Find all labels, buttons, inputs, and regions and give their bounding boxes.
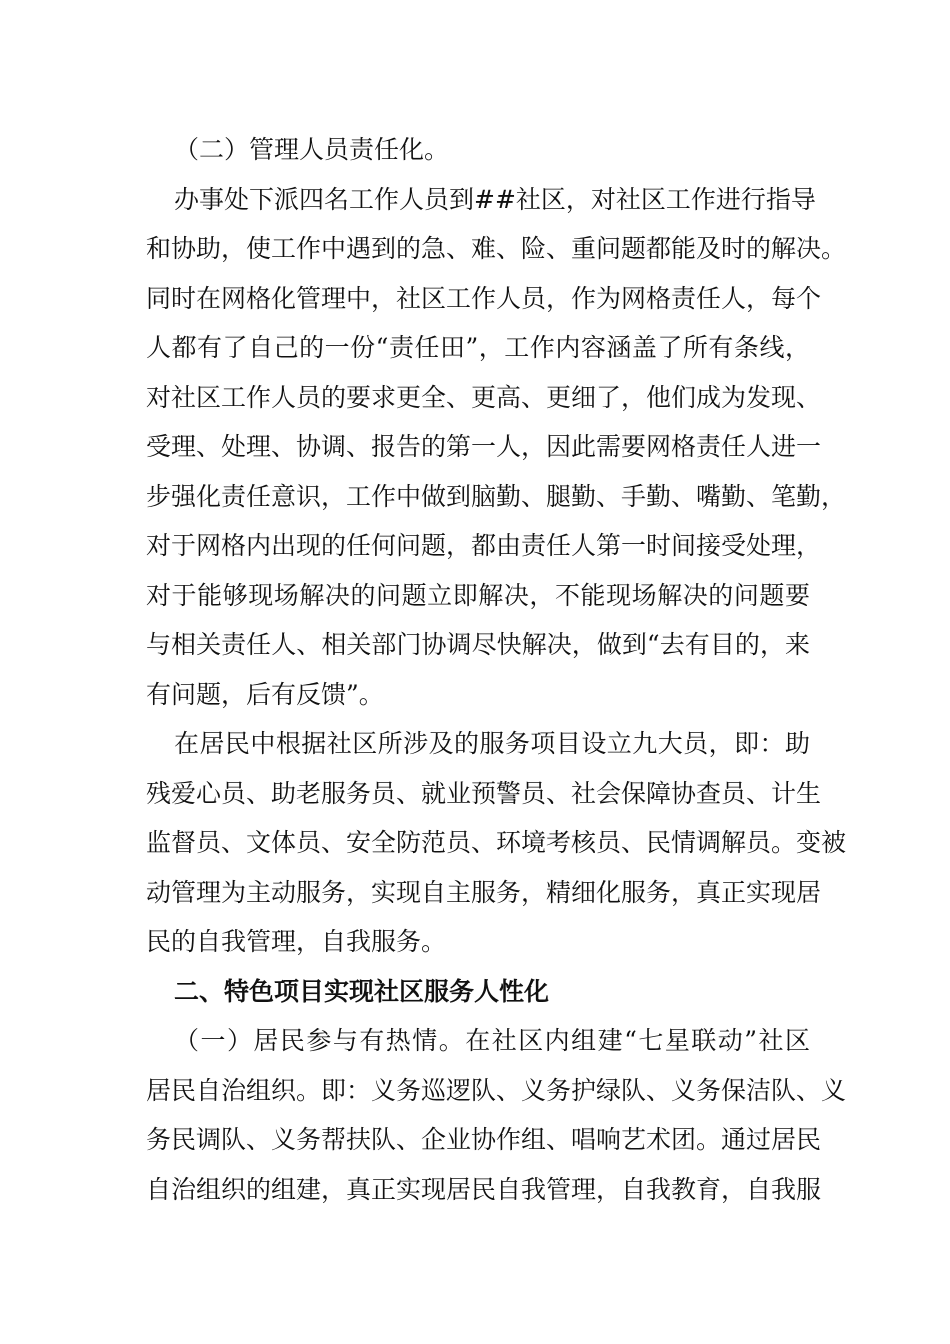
section-heading-featured-projects: 二、特色项目实现社区服务人性化 bbox=[174, 976, 550, 1006]
paragraph-line: 有问题，后有反馈”。 bbox=[146, 679, 384, 709]
paragraph-line: 办事处下派四名工作人员到##社区，对社区工作进行指导 bbox=[174, 184, 816, 214]
paragraph-line: 对社区工作人员的要求更全、更高、更细了，他们成为发现、 bbox=[146, 382, 822, 412]
paragraph-line: 对于网格内出现的任何问题，都由责任人第一时间接受处理， bbox=[146, 531, 822, 560]
paragraph-line: 自治组织的组建，真正实现居民自我管理，自我教育，自我服 bbox=[146, 1174, 822, 1204]
paragraph-line: 对于能够现场解决的问题立即解决，不能现场解决的问题要 bbox=[146, 580, 810, 610]
paragraph-line: 监督员、文体员、安全防范员、环境考核员、民情调解员。变被 bbox=[146, 828, 847, 857]
paragraph-line: 务民调队、义务帮扶队、企业协作组、唱响艺术团。通过居民 bbox=[146, 1125, 822, 1154]
paragraph-line: 在居民中根据社区所涉及的服务项目设立九大员，即：助 bbox=[174, 729, 810, 758]
paragraph-line: 与相关责任人、相关部门协调尽快解决，做到“去有目的，来 bbox=[146, 630, 810, 659]
paragraph-line: 步强化责任意识，工作中做到脑勤、腿勤、手勤、嘴勤、笔勤， bbox=[146, 481, 847, 511]
paragraph-line: 人都有了自己的一份“责任田”，工作内容涵盖了所有条线， bbox=[146, 333, 810, 362]
paragraph-line: 残爱心员、助老服务员、就业预警员、社会保障协查员、计生 bbox=[146, 778, 822, 808]
paragraph-line: 同时在网格化管理中，社区工作人员，作为网格责任人，每个 bbox=[146, 283, 822, 313]
paragraph-line: （一）居民参与有热情。在社区内组建“七星联动”社区 bbox=[174, 1026, 810, 1055]
paragraph-staff-responsibility bbox=[146, 175, 847, 720]
paragraph-resident-participation bbox=[146, 1016, 847, 1214]
paragraph-line: 居民自治组织。即：义务巡逻队、义务护绿队、义务保洁队、义 bbox=[146, 1075, 847, 1105]
paragraph-line: 民的自我管理，自我服务。 bbox=[146, 927, 447, 956]
paragraph-line: 和协助，使工作中遇到的急、难、险、重问题都能及时的解决。 bbox=[146, 234, 847, 263]
paragraph-line: 动管理为主动服务，实现自主服务，精细化服务，真正实现居 bbox=[146, 877, 822, 907]
paragraph-nine-officers bbox=[146, 719, 847, 967]
paragraph-line: 受理、处理、协调、报告的第一人，因此需要网格责任人进一 bbox=[146, 432, 822, 461]
section-heading-management: （二）管理人员责任化。 bbox=[174, 135, 450, 164]
document-body bbox=[146, 125, 847, 1214]
